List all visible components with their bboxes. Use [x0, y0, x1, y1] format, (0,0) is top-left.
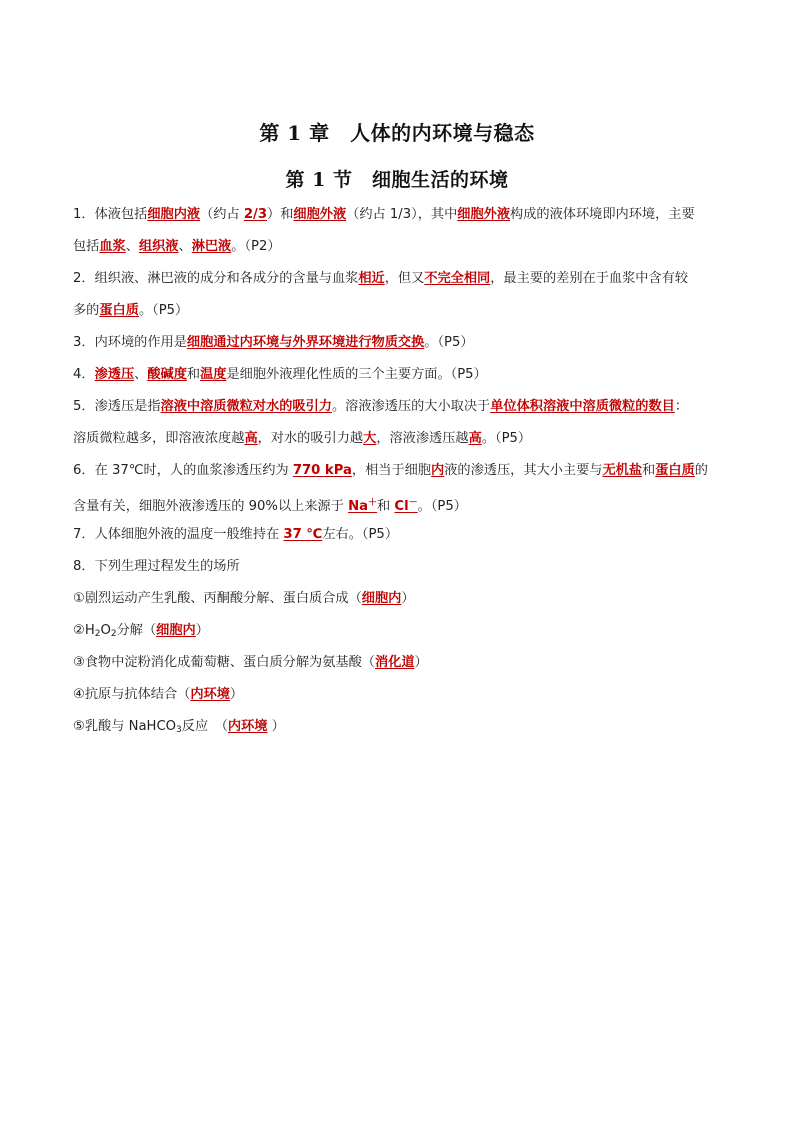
text: 、 — [178, 239, 192, 254]
text: ） — [229, 687, 244, 702]
answer-blank: 高 — [468, 431, 482, 446]
item-5-line-1 — [73, 398, 733, 416]
text: 的 — [694, 463, 708, 478]
text: ）和 — [267, 207, 294, 222]
charge-superscript: － — [408, 498, 418, 508]
text: 多的 — [73, 303, 100, 318]
answer-blank: 770 kPa — [292, 463, 352, 478]
answer-blank: 血浆 — [99, 239, 126, 254]
answer-blank: 细胞外液 — [293, 207, 347, 222]
section-title: 第 1 节 细胞生活的环境 — [285, 169, 509, 191]
text: 7．人体细胞外液的温度一般维持在 — [73, 527, 284, 542]
answer-blank: 蛋白质 — [99, 303, 139, 318]
text: ②H — [73, 623, 95, 638]
subscript: 2 — [110, 629, 117, 639]
text: ⑤乳酸与 NaHCO — [73, 719, 177, 734]
answer-blank: 蛋白质 — [655, 463, 695, 478]
subitem-1 — [73, 590, 733, 608]
item-2-line-1 — [73, 270, 733, 288]
text: 1．体液包括 — [73, 207, 148, 222]
text: 分解（ — [116, 623, 157, 638]
text: ，相当于细胞 — [351, 463, 432, 478]
text: ） — [401, 591, 415, 606]
item-6-line-1 — [73, 462, 733, 480]
text: 。（P5） — [481, 431, 532, 446]
subscript: 3 — [176, 725, 182, 735]
text: 。溶液渗透压的大小取决于 — [331, 399, 491, 414]
sodium-symbol: Na — [348, 499, 369, 514]
answer-blank: 细胞通过内环境与外界环境进行物质交换 — [186, 335, 425, 350]
answer-blank: 淋巴液 — [191, 239, 232, 254]
item-4 — [73, 366, 733, 384]
answer-blank: 细胞外液 — [457, 207, 511, 222]
text: 和 — [377, 499, 395, 514]
text: 左右。（P5） — [322, 527, 399, 542]
text: 、 — [125, 239, 139, 254]
text: 。（P2） — [231, 239, 281, 254]
subitem-3 — [73, 654, 733, 672]
subitem-5 — [73, 718, 733, 739]
item-8 — [73, 558, 733, 576]
chloride-symbol: Cl — [394, 499, 409, 514]
text: ） — [195, 623, 209, 638]
text: 4． — [73, 367, 95, 382]
answer-blank: 渗透压 — [94, 367, 135, 382]
answer-blank: 大 — [363, 431, 377, 446]
item-3 — [73, 334, 733, 352]
subitem-4 — [73, 686, 733, 704]
answer-blank — [394, 499, 417, 514]
text: 。（P5） — [417, 499, 467, 514]
text: 2．组织液、淋巴液的成分和各成分的含量与血浆 — [73, 271, 359, 286]
answer-blank: 相近 — [358, 271, 385, 286]
answer-blank — [348, 499, 377, 514]
chapter-title: 第 1 章 人体的内环境与稳态 — [259, 121, 535, 145]
text: O — [100, 623, 111, 638]
text: ①剧烈运动产生乳酸、丙酮酸分解、蛋白质合成（ — [73, 591, 362, 606]
text: 3．内环境的作用是 — [73, 335, 187, 350]
text: ，最主要的差别在于血浆中含有较 — [490, 271, 689, 286]
text: 6．在 37℃时，人的血浆渗透压约为 — [73, 463, 293, 478]
text: 是细胞外液理化性质的三个主要方面。（P5） — [226, 367, 487, 382]
answer-blank: 细胞内 — [361, 591, 402, 606]
text: ③食物中淀粉消化成葡萄糖、蛋白质分解为氨基酸（ — [73, 655, 375, 670]
answer-blank: 无机盐 — [602, 463, 643, 478]
answer-blank: 温度 — [200, 367, 227, 382]
answer-blank: 内 — [431, 463, 445, 478]
subscript: 2 — [94, 629, 101, 639]
text: 溶质微粒越多，即溶液浓度越 — [73, 431, 245, 446]
answer-blank: 单位体积溶液中溶质微粒的数目 — [490, 399, 675, 414]
text: 反应 （ — [181, 719, 228, 734]
item-1-line-1 — [73, 206, 733, 224]
text: 和 — [642, 463, 656, 478]
text: ） — [414, 655, 428, 670]
item-1-line-2 — [73, 238, 733, 256]
text: 。（P5） — [138, 303, 189, 318]
answer-blank: 溶液中溶质微粒对水的吸引力 — [160, 399, 332, 414]
text: 、 — [134, 367, 148, 382]
answer-blank: 高 — [244, 431, 258, 446]
item-2-line-2 — [73, 302, 733, 320]
answer-blank: 细胞内液 — [147, 207, 201, 222]
answer-blank: 2/3 — [243, 207, 268, 222]
item-6-line-2 — [73, 494, 733, 516]
text: （约占 1/3），其中 — [346, 207, 458, 222]
text: 和 — [186, 367, 201, 382]
answer-blank: 消化道 — [374, 655, 415, 670]
text: 8．下列生理过程发生的场所 — [73, 559, 240, 574]
text: ） — [267, 719, 285, 734]
answer-blank: 酸碱度 — [147, 367, 187, 382]
text: 包括 — [73, 239, 100, 254]
text: 。（P5） — [424, 335, 474, 350]
answer-blank: 细胞内 — [156, 623, 196, 638]
text: 构成的液体环境即内环境，主要 — [510, 207, 695, 222]
subitem-2 — [73, 622, 733, 643]
text: ： — [674, 399, 689, 414]
text: 5．渗透压是指 — [73, 399, 161, 414]
text: ，但又 — [384, 271, 425, 286]
answer-blank: 内环境 — [227, 719, 268, 734]
text: ，溶液渗透压越 — [376, 431, 469, 446]
answer-blank: 37 ℃ — [283, 527, 323, 542]
text: ，对水的吸引力越 — [257, 431, 364, 446]
item-7 — [73, 526, 733, 544]
charge-superscript: ＋ — [368, 498, 378, 508]
text: 液的渗透压，其大小主要与 — [444, 463, 603, 478]
text: ④抗原与抗体结合（ — [73, 687, 191, 702]
answer-blank: 内环境 — [190, 687, 230, 702]
text: 含量有关，细胞外液渗透压的 90%以上来源于 — [73, 499, 349, 514]
answer-blank: 组织液 — [138, 239, 179, 254]
item-5-line-2 — [73, 430, 733, 448]
text: （约占 — [200, 207, 244, 222]
answer-blank: 不完全相同 — [424, 271, 491, 286]
